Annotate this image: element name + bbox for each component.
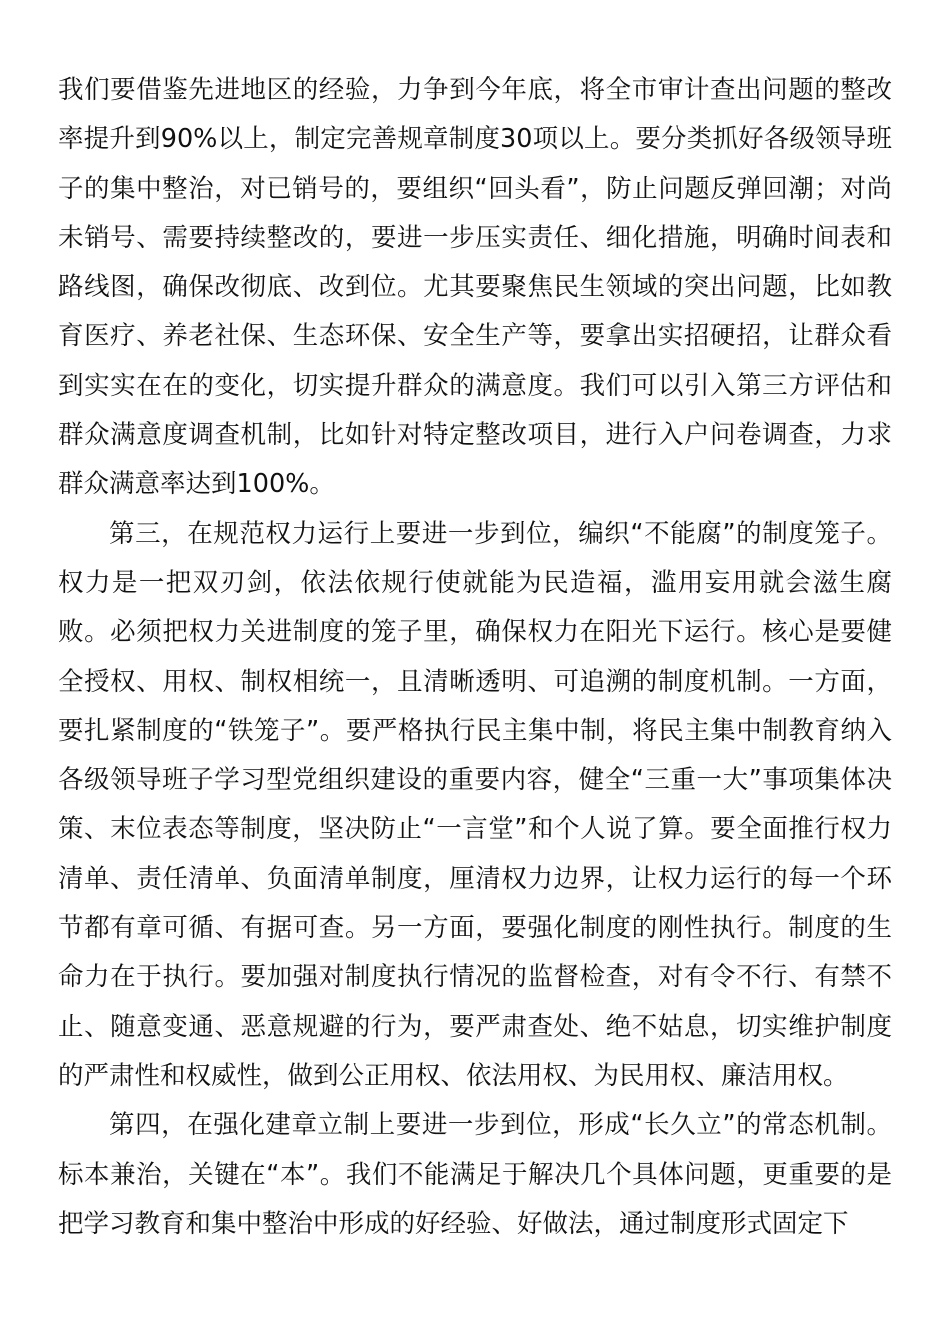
paragraph-fourth-point: 第四，在强化建章立制上要进一步到位，形成“长久立”的常态机制。标本兼治，关键在“本”。我们不能满足于解决几个具体问题，更重要的是把学习教育和集中整治中形成的好经验、好做法，通过制度形式固定下: [58, 1110, 892, 1239]
document-page: [58, 66, 892, 1249]
paragraph-continued: 我们要借鉴先进地区的经验，力争到今年底，将全市审计查出问题的整改率提升到90%以上，制定完善规章制度30项以上。要分类抓好各级领导班子的集中整治，对已销号的，要组织“回头看”，防止问题反弹回潮；对尚未销号、需要持续整改的，要进一步压实责任、细化措施，明确时间表和路线图，确保改彻底、改到位。尤其要聚焦民生领域的突出问题，比如教育医疗、养老社保、生态环保、安全生产等，要拿出实招硬招，让群众看到实实在在的变化，切实提升群众的满意度。我们可以引入第三方评估和群众满意度调查机制，比如针对特定整改项目，进行入户问卷调查，力求群众满意率达到100%。: [58, 75, 892, 500]
paragraph-third-point: 第三，在规范权力运行上要进一步到位，编织“不能腐”的制度笼子。权力是一把双刃剑，依法依规行使就能为民造福，滥用妄用就会滋生腐败。必须把权力关进制度的笼子里，确保权力在阳光下运行。核心是要健全授权、用权、制权相统一，且清晰透明、可追溯的制度机制。一方面，要扎紧制度的“铁笼子”。要严格执行民主集中制，将民主集中制教育纳入各级领导班子学习型党组织建设的重要内容，健全“三重一大”事项集体决策、末位表态等制度，坚决防止“一言堂”和个人说了算。要全面推行权力清单、责任清单、负面清单制度，厘清权力边界，让权力运行的每一个环节都有章可循、有据可查。另一方面，要强化制度的刚性执行。制度的生命力在于执行。要加强对制度执行情况的监督检查，对有令不行、有禁不止、随意变通、恶意规避的行为，要严肃查处、绝不姑息，切实维护制度的严肃性和权威性，做到公正用权、依法用权、为民用权、廉洁用权。: [58, 518, 892, 1091]
